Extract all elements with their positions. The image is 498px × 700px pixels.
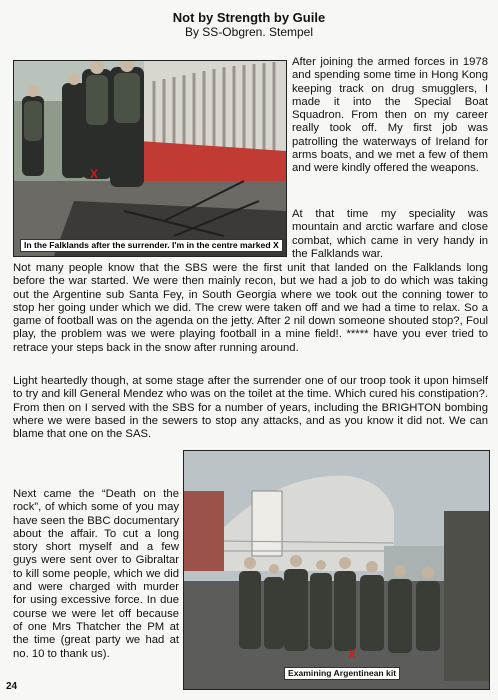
article-byline: By SS-Obgren. Stempel	[184, 25, 314, 39]
photo-falklands-caption: In the Falklands after the surrender. I'm in the centre marked X	[20, 239, 283, 252]
photo-argentinean-kit-image	[184, 451, 489, 689]
article-paragraph-1: After joining the armed forces in 1978 and spending some time in Hong Kong keeping track on drug smugglers, I made it into the Special Boat Squadron. From then on my career really took off. My first job was patrolling the waterways of Ireland for arms boats, and we met a few of them and were kindly offered the weapons.	[292, 56, 488, 175]
article-title: Not by Strength by Guile	[172, 10, 326, 25]
photo-argentinean-kit-marker: X	[348, 647, 357, 661]
article-paragraph-4: Light heartedly though, at some stage after the surrender one of our troop took it upon himself to try and kill General Mendez who was on the toilet at the time. Which cured his constipation?. From then on I served with the SBS for a number of years, including the BRIGHTON bombing where we were based in the sewers to stop any attacks, and as you know it did not. We can blame that one on the SAS.	[13, 375, 488, 441]
page-number: 24	[6, 681, 18, 692]
article-paragraph-3: Not many people know that the SBS were the first unit that landed on the Falklands long before the war started. We were then mainly recon, but we had a job to do which was taking out the Argentine sub Santa Fey, in South Georgia where we took out the conning tower to stop her going under which we did. The crew were taken off and we had a time to relax. So a game of football was on the agenda on the jetty. After 2 nil down someone shouted stop?, Foul play, the problem was we were playing football in a mine field!. ***** have you ever tried to retrace your steps back in the snow after running around.	[13, 262, 488, 354]
photo-falklands-marker: X	[90, 167, 99, 181]
article-paragraph-2: At that time my speciality was mountain and arctic warfare and close combat, which came in very handy in the Falklands war.	[292, 208, 488, 260]
article-paragraph-5: Next came the “Death on the rock”, of which some of you may have seen the BBC documentary about the affair. To cut a long story short myself and a few guys were sent over to Gibraltar to kill some people, which we did and were charged with murder for using excessive force. In due course we were let off because of one Mrs Thatcher the PM at the time (great party we had at no. 10 to thank us).	[13, 488, 179, 660]
photo-argentinean-kit	[183, 450, 490, 690]
photo-falklands-image	[14, 61, 286, 256]
photo-argentinean-kit-caption: Examining Argentinean kit	[284, 667, 400, 680]
photo-falklands	[13, 60, 287, 257]
